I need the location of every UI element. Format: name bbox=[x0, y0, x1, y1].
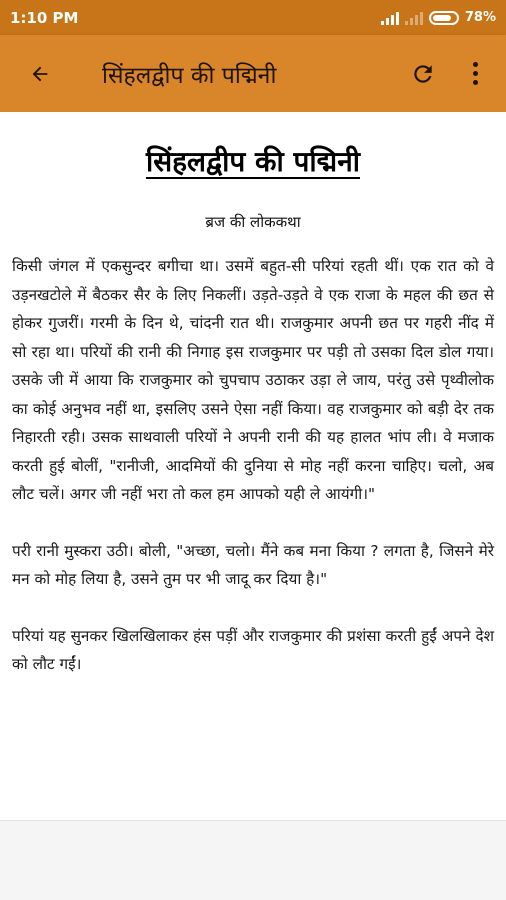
signal-secondary-icon bbox=[405, 11, 423, 25]
article-paragraph: किसी जंगल में एकसुन्दर बगीचा था। उसमें बहुत-सी परियां रहती थीं। एक रात को वे उड़नखटोले में बैठकर सैर के लिए निकलीं। उड़ते-उड़ते वे एक राजा के महल की छत से होकर गुजरीं। गरमी के दिन थे, चांदनी रात थी। राजकुमार अपनी छत पर गहरी नींद में सो रहा था। परियों की रानी की निगाह इस राजकुमार पर पड़ी तो उसका दिल डोल गया। उसके जी में आया कि राजकुमार को चुपचाप उठाकर उड़ा ले जाय, परंतु उसे पृथ्वीलोक का कोई अनुभव नहीं था, इसलिए उसने ऐसा नहीं किया। वह राजकुमार को बड़ी देर तक निहारती रही। उसक साथवाली परियों ने अपनी रानी की यह हालत भांप ली। वे मजाक करती हुई बोलीं, "रानीजी, आदमियों की दुनिया से मोह नहीं करना चाहिए। चलो, अब लौट चलें। अगर जी नहीं भरा तो कल हम आपको यही ले आयंगी।" bbox=[12, 257, 494, 503]
more-vert-icon[interactable] bbox=[460, 59, 490, 89]
arrow-back-icon[interactable] bbox=[26, 60, 54, 88]
article-title: सिंहलद्वीप की पद्मिनी bbox=[145, 145, 360, 178]
article-content[interactable] bbox=[0, 112, 506, 820]
article-subtitle: ब्रज की लोककथा bbox=[205, 213, 301, 231]
status-bar bbox=[0, 0, 506, 35]
toolbar-title: सिंहलद्वीप की पद्मिनी bbox=[102, 62, 277, 89]
status-time: 1:10 PM bbox=[10, 8, 79, 27]
article-paragraph: परी रानी मुस्करा उठी। बोली, "अच्छा, चलो। मैंने कब मना किया ? लगता है, जिसने मेरे मन को मोह लिया है, उसने तुम पर भी जादू कर दिया है।" bbox=[12, 541, 494, 588]
signal-icon bbox=[381, 11, 399, 25]
battery-icon bbox=[429, 11, 459, 25]
article-paragraph: परियां यह सुनकर खिलखिलाकर हंस पड़ीं और राजकुमार की प्रशंसा करती हुईं अपने देश को लौट गईं। bbox=[12, 626, 494, 673]
battery-level: 78% bbox=[464, 10, 496, 25]
refresh-icon[interactable] bbox=[408, 59, 438, 89]
status-icons bbox=[381, 10, 496, 25]
app-toolbar bbox=[0, 35, 506, 112]
bottom-blank-area bbox=[0, 820, 506, 900]
